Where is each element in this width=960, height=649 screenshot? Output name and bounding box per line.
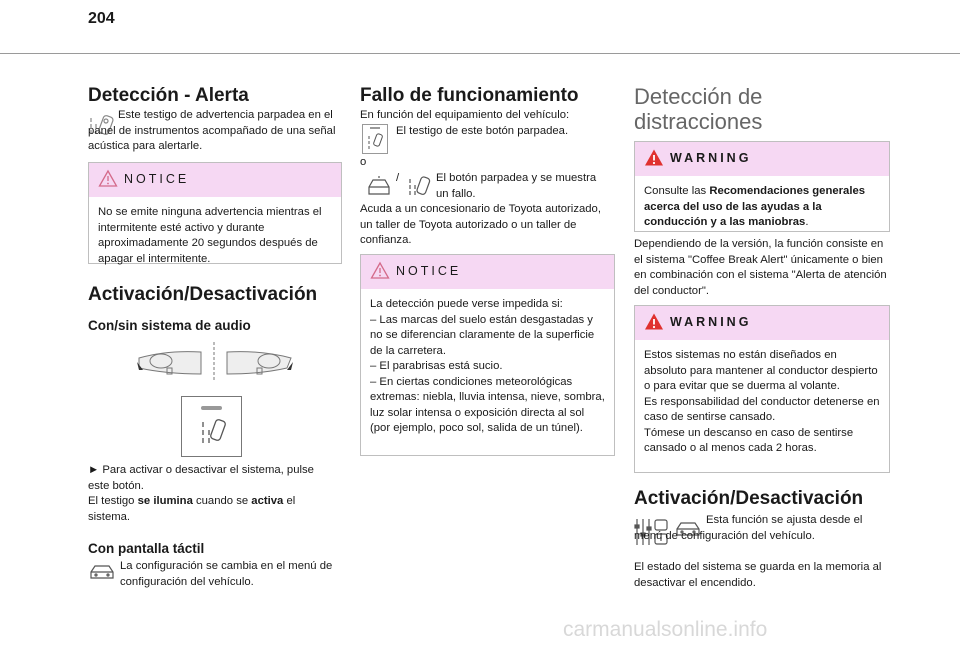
testigo-a: El testigo — [88, 495, 138, 507]
testigo-e: el sistema. — [88, 495, 296, 523]
fallo-line3: El botón parpadea y se muestra un fallo. — [436, 172, 597, 200]
notice-title: NOTICE — [124, 172, 190, 186]
testigo-b: se ilumina — [137, 495, 193, 507]
notice-line: La detección puede verse impedida si: — [370, 298, 563, 310]
slash: / — [396, 172, 400, 184]
touch-body: La configuración se cambia en el menú de configuración del vehículo. — [120, 560, 333, 588]
page-number: 204 — [88, 10, 115, 27]
act-body: Esta función se ajusta desde el menú de configuración del vehículo. — [634, 514, 863, 542]
notice-title-2: NOTICE — [396, 264, 462, 278]
vehicle-settings-icon — [88, 562, 116, 582]
subtitle-audio: Con/sin sistema de audio — [88, 318, 251, 333]
warning-header — [635, 142, 889, 176]
warning-triangle-icon — [644, 312, 664, 332]
notice-body-2 — [361, 289, 614, 437]
warning-line: Estos sistemas no están diseñados en absoluto para mantener al conductor despierto o para evitar que se duerma al volante. — [644, 349, 878, 392]
button-blink-icon — [362, 124, 388, 154]
intro-text: Este testigo de advertencia parpadea en el panel de instrumentos acompañado de una señal acústica para alertarle. — [88, 109, 336, 152]
section-title-fallo: Fallo de funcionamiento — [360, 85, 579, 106]
warning-text-a: Consulte las — [644, 185, 710, 197]
warning-line: Es responsabilidad del conductor detenerse en caso de sentirse cansado. — [644, 395, 880, 423]
footer-watermark: carmanualsonline.info — [563, 618, 768, 641]
notice-box-2 — [360, 254, 615, 456]
notice-body: No se emite ninguna advertencia mientras el intermitente esté activo y durante aproximadamente 20 segundos después de apagar el intermitente. — [98, 206, 322, 265]
warning-body-2 — [635, 340, 889, 457]
testigo-d: activa — [251, 495, 284, 507]
section-title-deteccion-alerta: Detección - Alerta — [88, 85, 249, 106]
header-rule — [0, 53, 960, 54]
steering-wheel-buttons-illustration — [137, 340, 293, 382]
alert-button-icon[interactable] — [181, 396, 242, 457]
testigo-text — [88, 494, 338, 525]
act-body-2: El estado del sistema se guarda en la memoria al desactivar el encendido. — [634, 561, 882, 589]
or-text: o — [360, 156, 367, 168]
vehicle-fault-icon — [366, 175, 392, 197]
fallo-line2: El testigo de este botón parpadea. — [396, 125, 569, 137]
instruction-text: ► Para activar o desactivar el sistema, pulse este botón. — [88, 464, 314, 492]
title-line-1: Detección de — [634, 84, 763, 109]
warning-triangle-icon — [644, 148, 664, 168]
section-title-distracciones — [634, 84, 762, 134]
warning-box-1 — [634, 141, 890, 232]
notice-header — [89, 163, 341, 197]
testigo-c: cuando se — [192, 495, 252, 507]
notice-header-2 — [361, 255, 614, 289]
warning-header-2 — [635, 306, 889, 340]
driver-alert-fault-icon — [406, 173, 432, 199]
notice-line: – En ciertas condiciones meteorológicas extremas: niebla, lluvia intensa, nieve, sombra, luz solar intensa o exposición directa al sol (por ejemplo, poco sol, salida de un túnel). — [370, 375, 605, 434]
warning-title: WARNING — [670, 151, 752, 165]
notice-triangle-icon — [98, 169, 118, 189]
title-line-2: distracciones — [634, 109, 763, 134]
notice-triangle-icon — [370, 261, 390, 281]
dealer-text: Acuda a un concesionario de Toyota autorizado, un taller de Toyota autorizado o un taller de confianza. — [360, 203, 601, 246]
notice-line: – El parabrisas está sucio. — [370, 360, 503, 372]
section-title-activacion: Activación/Desactivación — [88, 284, 318, 305]
notice-box-1 — [88, 162, 342, 264]
warning-body — [635, 176, 889, 231]
notice-line: – Las marcas del suelo están desgastadas y no se diferencian claramente de la superficie de la carretera. — [370, 313, 595, 357]
warning-text-c: . — [805, 216, 809, 228]
warning-box-2 — [634, 305, 890, 473]
warning-title-2: WARNING — [670, 315, 752, 329]
dependiendo-text: Dependiendo de la versión, la función consiste en el sistema "Coffee Break Alert" únicamente o bien en combinación con el sistema "Alerta de atención del conductor". — [634, 238, 887, 297]
fallo-line1: En función del equipamiento del vehículo: — [360, 109, 570, 121]
section-title-activacion-2: Activación/Desactivación — [634, 488, 864, 509]
warning-line: Tómese un descanso en caso de sentirse cansado o al menos cada 2 horas. — [644, 426, 854, 454]
warning-text-b: Recomendaciones generales acerca del uso de las ayudas a la conducción y a las maniobras — [644, 185, 866, 228]
subtitle-touch: Con pantalla táctil — [88, 541, 205, 556]
